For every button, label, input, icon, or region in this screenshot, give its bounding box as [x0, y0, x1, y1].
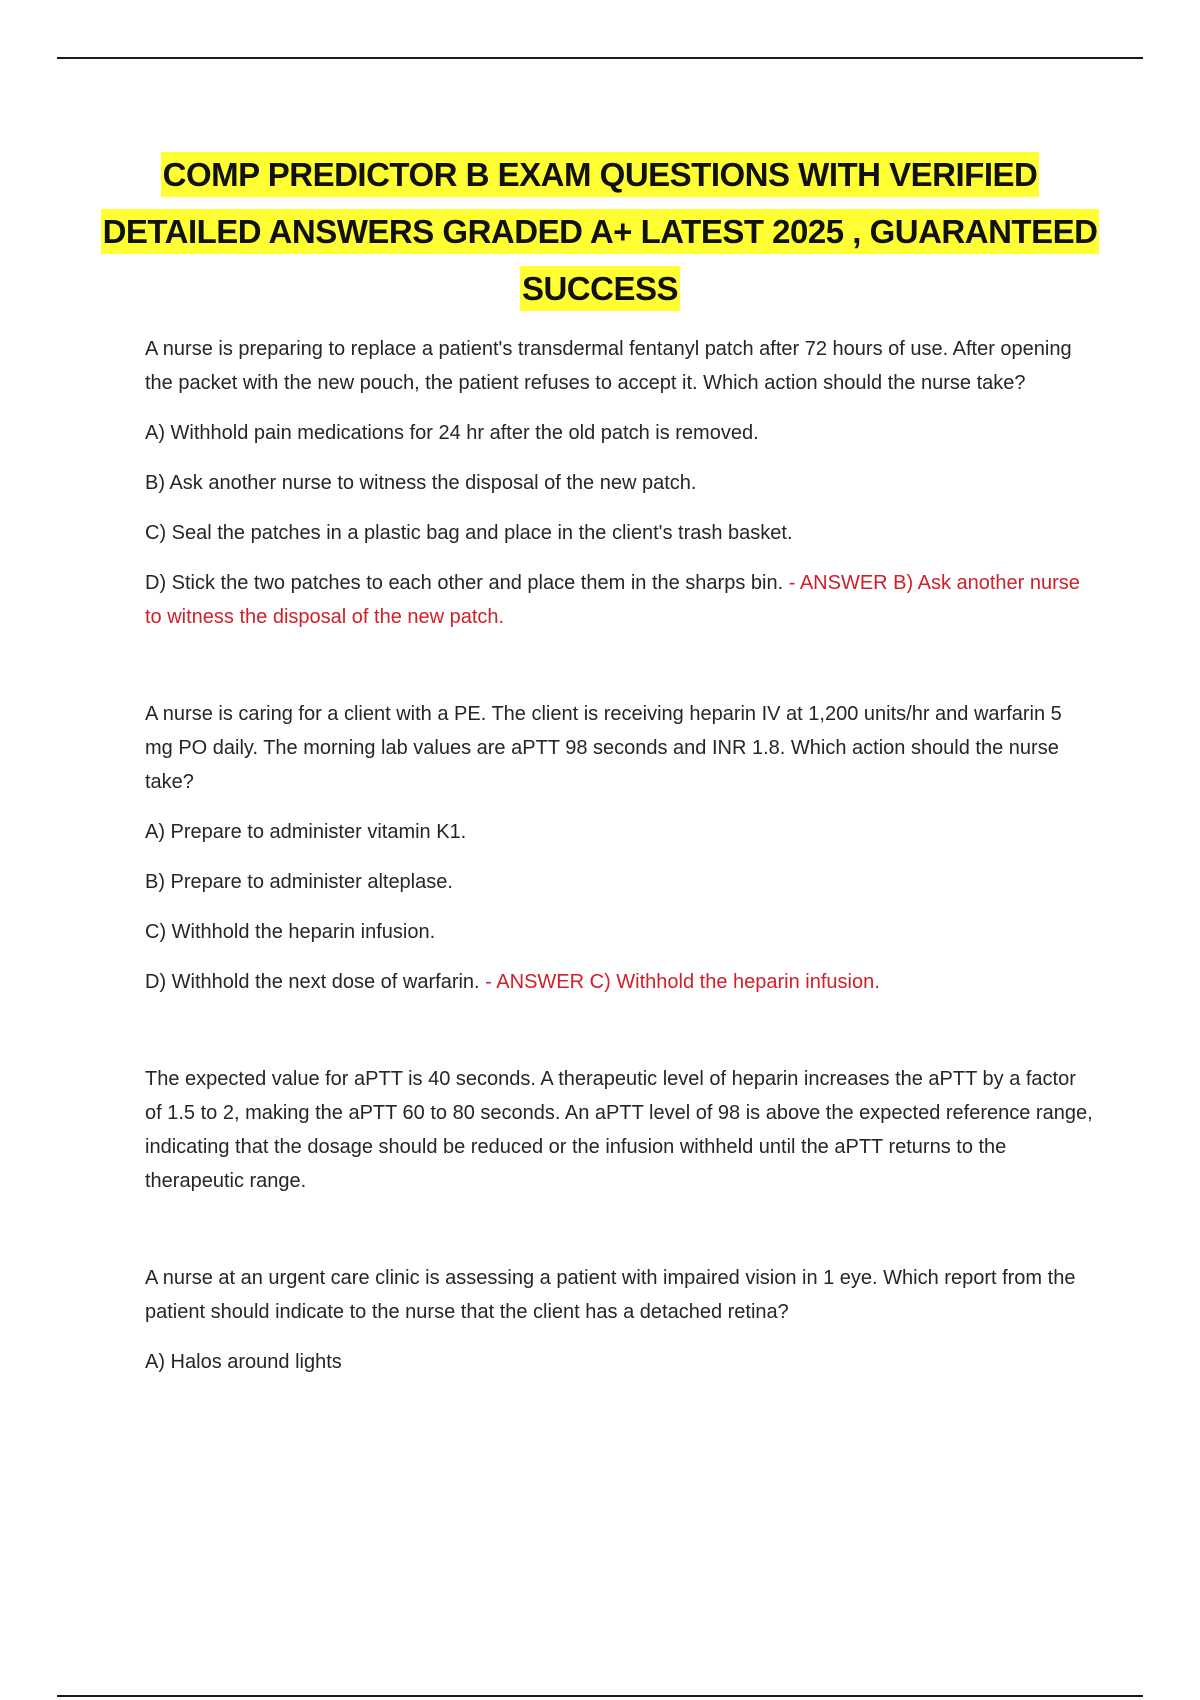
question-1-option-a: A) Withhold pain medications for 24 hr after the old patch is removed.	[145, 422, 759, 444]
question-1-answer: - ANSWER B) Ask another nurse to witness the disposal of the new patch.	[145, 572, 1080, 628]
question-1-stem: A nurse is preparing to replace a patient's transdermal fentanyl patch after 72 hours of use. After opening the packet with the new pouch, the patient refuses to accept it. Which action should the nurse take?	[145, 338, 1072, 394]
top-rule	[57, 57, 1143, 59]
question-1-option-b: B) Ask another nurse to witness the disposal of the new patch.	[145, 472, 697, 494]
question-1-option-c: C) Seal the patches in a plastic bag and place in the client's trash basket.	[145, 522, 793, 544]
document-title	[100, 146, 1100, 317]
document-title-text: COMP PREDICTOR B EXAM QUESTIONS WITH VERIFIED DETAILED ANSWERS GRADED A+ LATEST 2025 , GUARANTEED SUCCESS	[101, 152, 1100, 311]
question-2-option-b: B) Prepare to administer alteplase.	[145, 871, 453, 893]
question-2-stem: A nurse is caring for a client with a PE. The client is receiving heparin IV at 1,200 units/hr and warfarin 5 mg PO daily. The morning lab values are aPTT 98 seconds and INR 1.8. Which action should the nurse take?	[145, 703, 1062, 793]
question-3-option-a: A) Halos around lights	[145, 1351, 342, 1373]
bottom-rule	[57, 1695, 1143, 1697]
document-body	[145, 332, 1095, 1379]
question-2-option-d-with-answer	[145, 965, 1095, 999]
question-2-option-d: D) Withhold the next dose of warfarin.	[145, 971, 480, 993]
question-1-option-d: D) Stick the two patches to each other and place them in the sharps bin.	[145, 572, 784, 594]
question-2-answer: - ANSWER C) Withhold the heparin infusion.	[485, 971, 880, 993]
question-2-rationale: The expected value for aPTT is 40 seconds. A therapeutic level of heparin increases the aPTT by a factor of 1.5 to 2, making the aPTT 60 to 80 seconds. An aPTT level of 98 is above the expected reference range, indicating that the dosage should be reduced or the infusion withheld until the aPTT returns to the therapeutic range.	[145, 1068, 1093, 1192]
question-1-option-d-with-answer	[145, 566, 1095, 634]
question-2-option-a: A) Prepare to administer vitamin K1.	[145, 821, 467, 843]
question-2-option-c: C) Withhold the heparin infusion.	[145, 921, 436, 943]
question-3-stem: A nurse at an urgent care clinic is assessing a patient with impaired vision in 1 eye. Which report from the patient should indicate to the nurse that the client has a detached retina?	[145, 1267, 1076, 1323]
